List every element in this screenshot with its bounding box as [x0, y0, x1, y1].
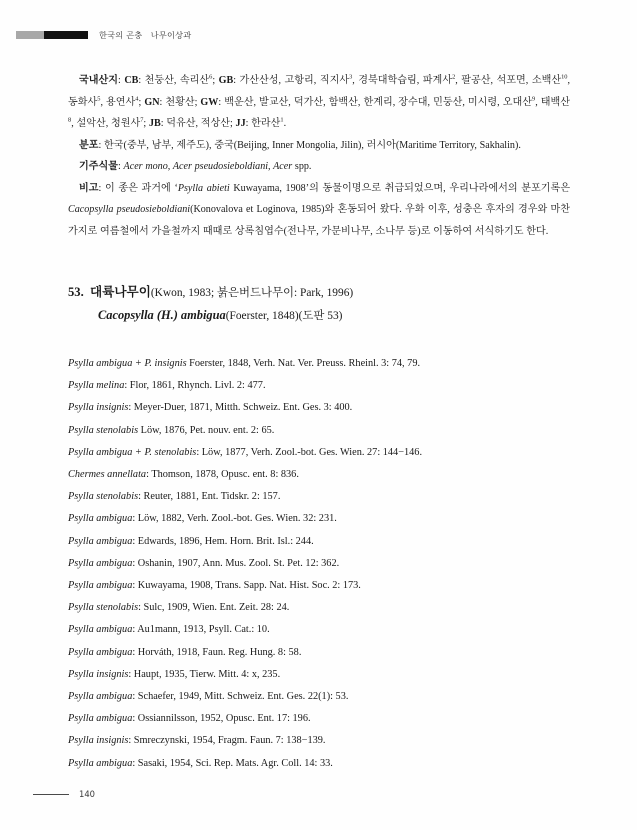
synonymy-taxon: Chermes annellata [68, 469, 147, 481]
synonymy-entry [68, 353, 570, 375]
synonymy-reference: Foerster, 1848, Verh. Nat. Ver. Preuss. Rheinl. 3: 74, 79. [186, 358, 421, 369]
synonymy-entry [68, 531, 570, 553]
synonymy-taxon: Psylla ambigua [68, 757, 133, 769]
synonymy-entry [68, 730, 570, 752]
synonymy-entry [68, 553, 570, 575]
distribution-paragraph [68, 135, 570, 157]
synonymy-taxon: Psylla ambigua [68, 646, 133, 658]
synonymy-reference: : Löw, 1877, Verh. Zool.-bot. Ges. Wien. 27: 144−146. [196, 446, 423, 458]
remarks-text: : 이 종은 과거에 ‘Psylla abieti Kuwayama, 1908’의 동물이명으로 취급되었으며, 우리나라에서의 분포기록은 Cacopsylla pseudosieboldiani(Konovalova et Loginova, 1985)와 혼동되어 왔다. 우화 이후, 성충은 후자의 경우와 마찬가지로 여름철에서 가을철까지 때때로 상록침엽수(전나무, 가문비나무, 소나무 등)로 이동하여 서식하기도 한다. [68, 182, 570, 237]
synonymy-taxon: Psylla stenolabis [68, 424, 139, 436]
synonymy-entry [68, 708, 570, 730]
synonymy-taxon: Psylla ambigua [68, 557, 133, 569]
distribution-label: 분포 [79, 139, 99, 151]
running-head-gray-bar [16, 31, 44, 39]
synonymy-entry [68, 642, 570, 664]
synonymy-taxon: Psylla ambigua [68, 691, 133, 703]
synonymy-entry [68, 619, 570, 641]
synonymy-taxon: Psylla ambigua + P. stenolabis [68, 446, 197, 458]
synonymy-taxon: Psylla insignis [68, 402, 129, 414]
synonymy-reference: : Thomson, 1878, Opusc. ent. 8: 836. [146, 469, 299, 481]
host-plant-text: : Acer mono, Acer pseudosieboldiani, Acer spp. [118, 161, 312, 172]
synonymy-entry [68, 597, 570, 619]
synonymy-reference: : Haupt, 1935, Tierw. Mitt. 4: x, 235. [128, 668, 281, 680]
synonymy-list [68, 353, 570, 775]
synonymy-entry [68, 397, 570, 419]
synonymy-reference: : Kuwayama, 1908, Trans. Sapp. Nat. Hist. Soc. 2: 173. [132, 580, 361, 592]
synonymy-entry [68, 508, 570, 530]
folio-rule [33, 794, 69, 795]
synonymy-taxon: Psylla stenolabis [68, 602, 139, 614]
synonymy-reference: : Oshanin, 1907, Ann. Mus. Zool. St. Pet. 12: 362. [132, 557, 340, 569]
synonymy-taxon: Psylla insignis [68, 735, 129, 747]
synonymy-reference: : Ossiannilsson, 1952, Opusc. Ent. 17: 196. [132, 713, 311, 725]
synonymy-reference: : Reuter, 1881, Ent. Tidskr. 2: 157. [138, 491, 281, 503]
synonymy-reference: : Sasaki, 1954, Sci. Rep. Mats. Agr. Coll. 14: 33. [132, 757, 333, 769]
synonymy-reference: Löw, 1876, Pet. nouv. ent. 2: 65. [138, 424, 275, 436]
synonymy-taxon: Psylla ambigua + P. insignis [68, 358, 187, 369]
host-plant-paragraph [68, 156, 570, 178]
synonymy-entry [68, 442, 570, 464]
synonymy-entry [68, 464, 570, 486]
species-korean-name: 대륙나무이 [90, 285, 151, 299]
locality-paragraph [68, 70, 570, 135]
synonymy-reference: : Horváth, 1918, Faun. Reg. Hung. 8: 58. [132, 646, 302, 658]
species-heading-korean-line [68, 282, 570, 304]
distribution-text: : 한국(중부, 남부, 제주도), 중국(Beijing, Inner Mongolia, Jilin), 러시아(Maritime Territory, Sakhalin). [98, 139, 521, 151]
species-plate-reference: (도판 53) [298, 310, 343, 322]
synonymy-entry [68, 686, 570, 708]
synonymy-taxon: Psylla melina [68, 380, 125, 392]
synonymy-entry [68, 420, 570, 442]
synonymy-reference: : Sulc, 1909, Wien. Ent. Zeit. 28: 24. [138, 602, 290, 614]
synonymy-reference: : Löw, 1882, Verh. Zool.-bot. Ges. Wien. 32: 231. [132, 513, 337, 525]
synonymy-entry [68, 486, 570, 508]
synonymy-reference: : Meyer-Duer, 1871, Mitth. Schweiz. Ent. Ges. 3: 400. [128, 402, 353, 414]
locality-label: 국내산지 [79, 75, 119, 86]
page-content [68, 70, 570, 775]
remarks-paragraph [68, 178, 570, 243]
synonymy-reference: : Flor, 1861, Rhynch. Livl. 2: 477. [124, 380, 266, 392]
running-head-text: 한국의 곤충 나무이상과 [99, 29, 192, 40]
locality-text: : CB: 천둥산, 속리산$^6$; GB: 가산산성, 고항리, 직지사$^3$, 경북대학습림, 파계사$^2$, 팔공산, 석포면, 소백산$^{10}$, 동화사$^5$, 용연사$^4$; GN: 천황산; GW: 백운산, 발교산, 덕가산, 함백산, 한계리, 장수대, 민둥산, 미시령, 오대산$^9$, 태백산$^8$, 설악산, 청원사$^7$; JB: 덕유산, 적상산; JJ: 한라산$^1$. [68, 73, 571, 129]
synonymy-taxon: Psylla ambigua [68, 513, 133, 525]
host-plant-label: 기주식물 [79, 161, 119, 172]
running-head-black-bar [44, 31, 88, 39]
synonymy-entry [68, 664, 570, 686]
species-number: 53. [68, 285, 84, 299]
species-heading-scientific-line [68, 304, 570, 327]
synonymy-taxon: Psylla ambigua [68, 624, 133, 636]
species-heading [68, 282, 570, 327]
synonymy-reference: : Edwards, 1896, Hem. Horn. Brit. Isl.: 244. [132, 535, 314, 547]
synonymy-entry [68, 375, 570, 397]
synonymy-taxon: Psylla insignis [68, 668, 129, 680]
running-head [16, 28, 597, 42]
synonymy-taxon: Psylla stenolabis [68, 491, 139, 503]
synonymy-reference: : Schaefer, 1949, Mitt. Schweiz. Ent. Ges. 22(1): 53. [132, 691, 349, 703]
synonymy-taxon: Psylla ambigua [68, 713, 133, 725]
species-authority: (Foerster, 1848) [225, 310, 299, 322]
species-korean-authority: (Kwon, 1983; 붉은버드나무이: Park, 1996) [150, 287, 354, 299]
page-number: 140 [79, 789, 95, 799]
synonymy-reference: : Smreczynski, 1954, Fragm. Faun. 7: 138−139. [128, 735, 326, 747]
synonymy-entry [68, 575, 570, 597]
synonymy-reference: : Au1mann, 1913, Psyll. Cat.: 10. [132, 624, 270, 636]
folio [33, 789, 95, 799]
synonymy-taxon: Psylla ambigua [68, 535, 133, 547]
synonymy-taxon: Psylla ambigua [68, 580, 133, 592]
synonymy-entry [68, 753, 570, 775]
species-scientific-name: Cacopsylla (H.) ambigua [98, 308, 226, 322]
remarks-label: 비고 [79, 182, 99, 194]
